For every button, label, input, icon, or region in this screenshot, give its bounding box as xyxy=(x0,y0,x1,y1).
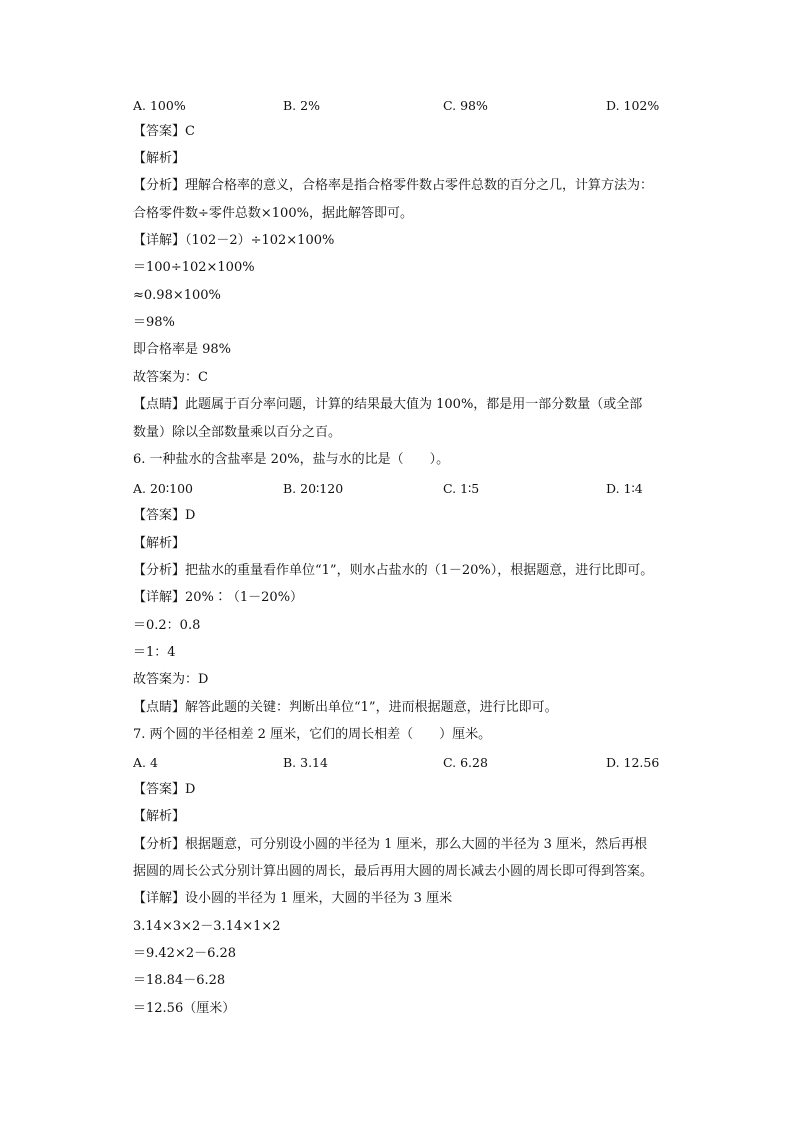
q5-detail-line-4: ＝98% xyxy=(133,315,175,330)
q6-option-d: D. 1∶4 xyxy=(606,481,643,496)
q7-question: 7. 两个圆的半径相差 2 厘米，它们的周长相差（ ）厘米。 xyxy=(133,727,492,742)
q5-option-a: A. 100% xyxy=(133,98,186,113)
q6-fenxi: 【分析】把盐水的重量看作单位“1”，则水占盐水的（1－20%），根据题意，进行比即可。 xyxy=(133,563,654,578)
q6-conclusion: 故答案为：D xyxy=(133,672,209,687)
q5-conclusion: 故答案为：C xyxy=(133,370,208,385)
q5-option-d: D. 102% xyxy=(606,98,660,113)
q6-option-c: C. 1∶5 xyxy=(443,481,480,496)
q5-detail-line-3: ≈0.98×100% xyxy=(133,288,221,303)
q7-fenxi-line-2: 据圆的周长公式分别计算出圆的周长，最后再用大圆的周长减去小圆的周长即可得到答案。 xyxy=(133,864,654,879)
q5-detail-line-2: ＝100÷102×100% xyxy=(133,260,255,275)
q6-dianjing: 【点睛】解答此题的关键：判断出单位“1”，进而根据题意，进行比即可。 xyxy=(133,700,558,715)
q7-option-b: B. 3.14 xyxy=(283,755,328,770)
q7-detail-line-3: ＝9.42×2－6.28 xyxy=(133,946,237,961)
q7-detail-line-1: 【详解】设小圆的半径为 1 厘米，大圆的半径为 3 厘米 xyxy=(133,891,453,906)
q7-fenxi-line-1: 【分析】根据题意，可分别设小圆的半径为 1 厘米，那么大圆的半径为 3 厘米，然后再根 xyxy=(133,837,648,852)
q5-dianjing-line-2: 数量）除以全部数量乘以百分之百。 xyxy=(133,425,342,440)
q5-option-c: C. 98% xyxy=(443,98,488,113)
q6-analysis-label: 【解析】 xyxy=(133,536,186,551)
q5-fenxi-line-1: 【分析】理解合格率的意义，合格率是指合格零件数占零件总数的百分之几，计算方法为： xyxy=(133,178,654,193)
q6-detail-line-1: 【详解】20%∶（1－20%） xyxy=(133,590,304,605)
q6-option-b: B. 20∶120 xyxy=(283,481,344,496)
q7-detail-line-2: 3.14×3×2－3.14×1×2 xyxy=(133,919,281,934)
q6-detail-line-3: ＝1：4 xyxy=(133,645,176,660)
q7-answer: 【答案】D xyxy=(133,782,196,797)
q5-detail-line-1: 【详解】（102－2）÷102×100% xyxy=(133,233,335,248)
q6-option-a: A. 20∶100 xyxy=(133,481,193,496)
q7-option-a: A. 4 xyxy=(133,755,158,770)
q7-option-c: C. 6.28 xyxy=(443,755,488,770)
q5-analysis-label: 【解析】 xyxy=(133,151,186,166)
q7-option-d: D. 12.56 xyxy=(606,755,660,770)
q6-question: 6. 一种盐水的含盐率是 20%，盐与水的比是（ ）。 xyxy=(133,452,450,467)
q6-answer: 【答案】D xyxy=(133,508,196,523)
q6-detail-line-2: ＝0.2：0.8 xyxy=(133,618,201,633)
q7-detail-line-4: ＝18.84－6.28 xyxy=(133,973,226,988)
q5-answer: 【答案】C xyxy=(133,124,195,139)
q5-option-b: B. 2% xyxy=(283,98,320,113)
q5-dianjing-line-1: 【点睛】此题属于百分率问题，计算的结果最大值为 100%，都是用一部分数量（或全部 xyxy=(133,397,643,412)
q7-detail-line-5: ＝12.56（厘米） xyxy=(133,1001,236,1016)
q5-fenxi-line-2: 合格零件数÷零件总数×100%，据此解答即可。 xyxy=(133,206,413,221)
q7-analysis-label: 【解析】 xyxy=(133,809,186,824)
q5-detail-line-5: 即合格率是 98% xyxy=(133,342,232,357)
